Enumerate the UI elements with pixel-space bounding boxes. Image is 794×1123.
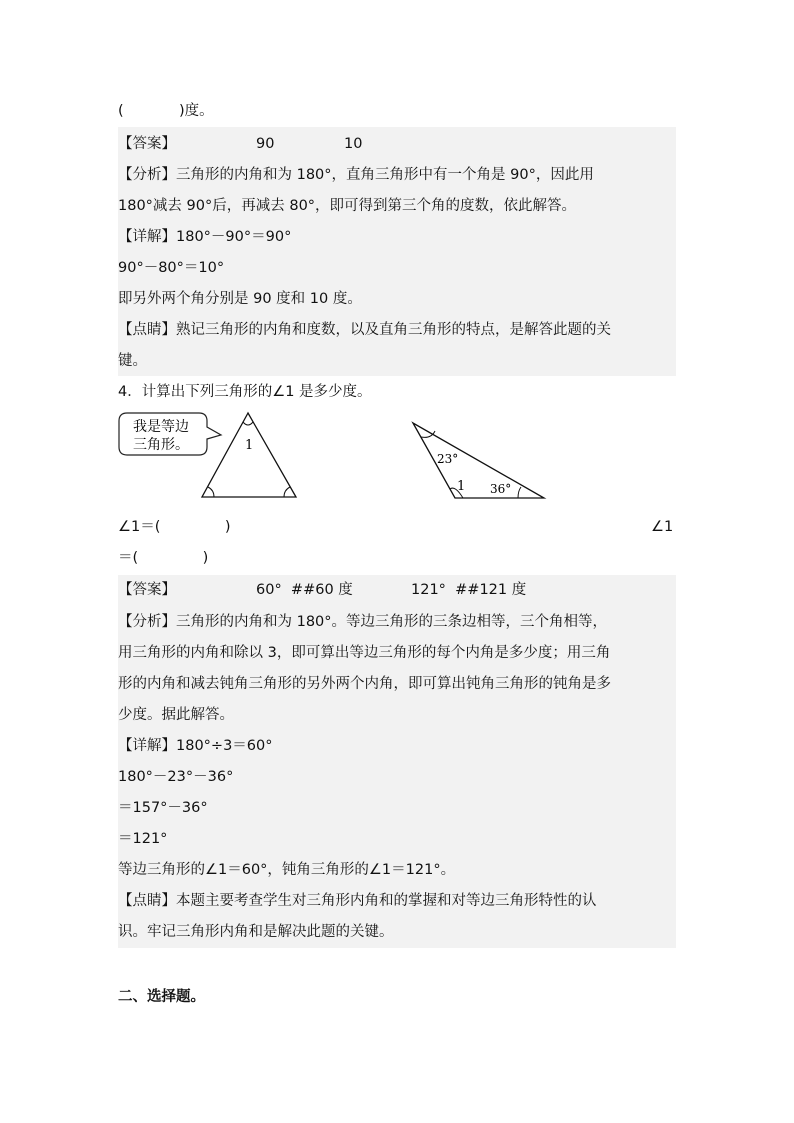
q3-detail-line-3: 即另外两个角分别是 90 度和 10 度。 <box>118 291 362 307</box>
q3-analysis-line-1: 【分析】三角形的内角和为 180°，直角三角形中有一个角是 90°，因此用 <box>118 167 594 183</box>
q4-detail-line-3: ＝157°－36° <box>118 800 208 816</box>
q3-blank-line: ( )度。 <box>118 103 214 119</box>
obtuse-triangle-figure <box>405 415 555 505</box>
q4-detail-line-2: 180°－23°－36° <box>118 769 234 785</box>
q4-tip-line-2: 识。牢记三角形内角和是解决此题的关键。 <box>118 924 394 940</box>
tri1-angle-label: 1 <box>245 438 254 453</box>
tri2-angle-1: 1 <box>457 479 466 494</box>
q3-answer-label: 【答案】 <box>118 136 176 152</box>
q4-answer-1: 60° ##60 度 <box>256 582 353 598</box>
q4-blank-1: ∠1＝( ) <box>118 519 231 535</box>
q4-analysis-line-2: 用三角形的内角和除以 3，即可算出等边三角形的每个内角是多少度；用三角 <box>118 645 611 661</box>
right-angle-arc <box>284 487 290 497</box>
q4-detail-line-1: 【详解】180°÷3＝60° <box>118 738 273 754</box>
q4-blank-2-left: ∠1 <box>651 519 674 535</box>
bubble-text-line-1: 我是等边 <box>133 419 189 435</box>
q4-detail-line-4: ＝121° <box>118 831 168 847</box>
equilateral-triangle-figure <box>115 405 315 505</box>
q3-analysis-line-2: 180°减去 90°后，再减去 80°，即可得到第三个角的度数，依此解答。 <box>118 198 577 214</box>
q3-detail-line-1: 【详解】180°－90°＝90° <box>118 229 292 245</box>
q4-answer-label: 【答案】 <box>118 582 176 598</box>
top-angle-arc <box>243 422 253 425</box>
q4-analysis-line-4: 少度。据此解答。 <box>118 707 234 723</box>
q4-answer-2: 121° ##121 度 <box>411 582 527 598</box>
q3-tip-line-1: 【点睛】熟记三角形的内角和度数，以及直角三角形的特点，是解答此题的关 <box>118 322 611 338</box>
section-title: 二、选择题。 <box>118 989 205 1005</box>
q4-analysis-line-1: 【分析】三角形的内角和为 180°。等边三角形的三条边相等，三个角相等， <box>118 614 608 630</box>
q3-answer-1: 90 <box>256 136 275 152</box>
left-angle-arc <box>208 487 214 497</box>
bubble-text-line-2: 三角形。 <box>133 437 189 453</box>
q4-tip-line-1: 【点睛】本题主要考查学生对三角形内角和的掌握和对等边三角形特性的认 <box>118 893 597 909</box>
q4-question: 4．计算出下列三角形的∠1 是多少度。 <box>118 384 372 400</box>
tri2-angle-23: 23° <box>437 452 459 466</box>
q3-tip-line-2: 键。 <box>118 353 147 369</box>
tri2-angle-36: 36° <box>490 482 512 496</box>
q4-detail-line-5: 等边三角形的∠1＝60°，钝角三角形的∠1＝121°。 <box>118 862 456 878</box>
equilateral-triangle <box>202 413 296 497</box>
q4-analysis-line-3: 形的内角和减去钝角三角形的另外两个内角，即可算出钝角三角形的钝角是多 <box>118 676 611 692</box>
q3-detail-line-2: 90°－80°＝10° <box>118 260 225 276</box>
q3-answer-2: 10 <box>344 136 363 152</box>
q4-blank-2-right: ＝( ) <box>118 550 209 566</box>
right-angle-arc <box>518 487 521 498</box>
